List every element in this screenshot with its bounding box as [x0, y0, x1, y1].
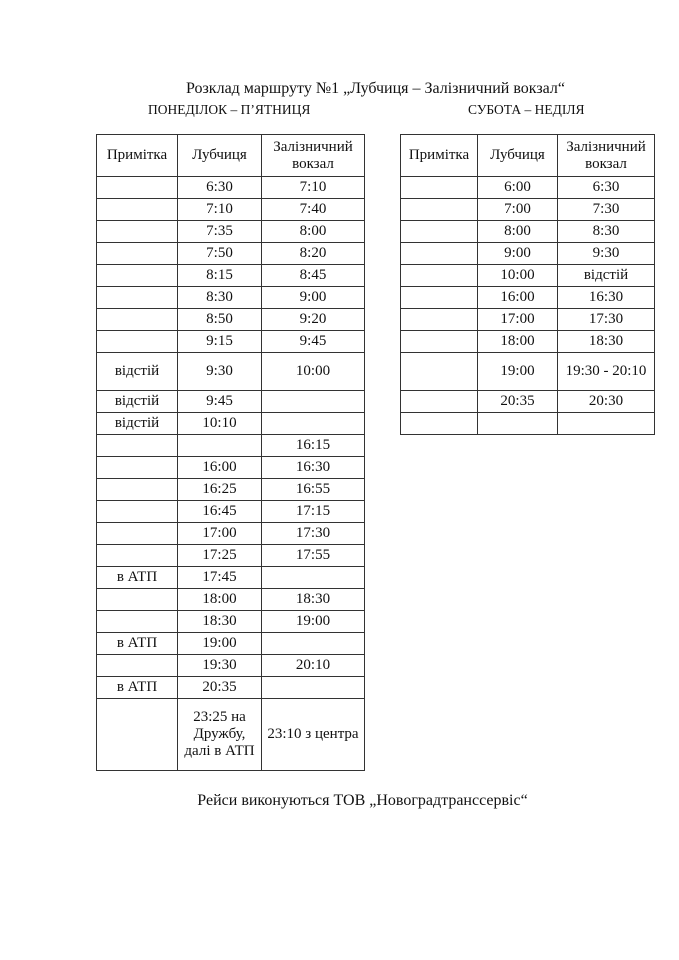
cell-note — [97, 501, 178, 523]
cell-note — [401, 243, 478, 265]
cell-note — [97, 331, 178, 353]
cell-station: 17:30 — [558, 309, 655, 331]
weekday-schedule-table — [96, 134, 365, 771]
cell-lubchytsia: 16:00 — [178, 457, 262, 479]
cell-note — [97, 479, 178, 501]
cell-lubchytsia: 8:15 — [178, 265, 262, 287]
cell-station: 16:15 — [262, 435, 365, 457]
table-row — [97, 287, 365, 309]
table-row — [401, 243, 655, 265]
table-row — [97, 331, 365, 353]
cell-note: відстій — [97, 353, 178, 391]
cell-station: 18:30 — [262, 589, 365, 611]
cell-note — [97, 545, 178, 567]
cell-note — [401, 287, 478, 309]
cell-note — [401, 331, 478, 353]
cell-station — [262, 677, 365, 699]
table-row — [97, 611, 365, 633]
table-row — [97, 353, 365, 391]
table-row — [97, 699, 365, 771]
cell-note — [97, 243, 178, 265]
table-row — [401, 331, 655, 353]
cell-lubchytsia: 10:00 — [478, 265, 558, 287]
cell-note — [97, 435, 178, 457]
table-row — [97, 501, 365, 523]
table-row — [97, 545, 365, 567]
table-row — [401, 353, 655, 391]
cell-note — [401, 391, 478, 413]
cell-station: 8:20 — [262, 243, 365, 265]
cell-note — [97, 265, 178, 287]
table-row — [97, 435, 365, 457]
header-lubchytsia: Лубчиця — [478, 135, 558, 177]
table-row — [97, 221, 365, 243]
table-row — [97, 265, 365, 287]
table-row — [97, 457, 365, 479]
cell-lubchytsia: 16:45 — [178, 501, 262, 523]
cell-lubchytsia: 18:00 — [478, 331, 558, 353]
table-row — [401, 413, 655, 435]
table-row — [401, 309, 655, 331]
cell-station: 10:00 — [262, 353, 365, 391]
table-row — [97, 567, 365, 589]
table-row — [97, 199, 365, 221]
table-row — [97, 479, 365, 501]
cell-lubchytsia: 8:50 — [178, 309, 262, 331]
cell-station: 8:30 — [558, 221, 655, 243]
cell-station: 20:30 — [558, 391, 655, 413]
header-station: Залізничний вокзал — [558, 135, 655, 177]
header-lubchytsia: Лубчиця — [178, 135, 262, 177]
cell-note: в АТП — [97, 677, 178, 699]
cell-station — [262, 567, 365, 589]
weekdays-label: ПОНЕДІЛОК – П’ЯТНИЦЯ — [148, 102, 311, 117]
cell-lubchytsia: 17:25 — [178, 545, 262, 567]
cell-station: 9:30 — [558, 243, 655, 265]
cell-note — [97, 287, 178, 309]
cell-lubchytsia: 7:00 — [478, 199, 558, 221]
cell-lubchytsia: 19:30 — [178, 655, 262, 677]
page-title — [0, 80, 679, 98]
cell-note — [401, 199, 478, 221]
cell-station: 16:55 — [262, 479, 365, 501]
cell-station: 19:30 - 20:10 — [558, 353, 655, 391]
cell-station: 6:30 — [558, 177, 655, 199]
cell-lubchytsia: 17:00 — [178, 523, 262, 545]
cell-note — [97, 611, 178, 633]
cell-station: 23:10 з центра — [262, 699, 365, 771]
operator-note-text: Рейси виконуються ТОВ „Новоградтранссервіс“ — [197, 792, 528, 809]
cell-station: 7:10 — [262, 177, 365, 199]
cell-station: 7:40 — [262, 199, 365, 221]
cell-station: 19:00 — [262, 611, 365, 633]
cell-lubchytsia: 6:00 — [478, 177, 558, 199]
weekend-label: СУБОТА – НЕДІЛЯ — [468, 102, 585, 117]
cell-lubchytsia: 20:35 — [478, 391, 558, 413]
cell-lubchytsia: 19:00 — [478, 353, 558, 391]
cell-note — [97, 177, 178, 199]
table-row — [97, 391, 365, 413]
table-row — [97, 677, 365, 699]
table-row — [97, 177, 365, 199]
cell-station: 16:30 — [262, 457, 365, 479]
header-note: Примітка — [97, 135, 178, 177]
header-station: Залізничний вокзал — [262, 135, 365, 177]
cell-station: 17:30 — [262, 523, 365, 545]
table-row — [401, 177, 655, 199]
table-row — [97, 655, 365, 677]
table-row — [97, 309, 365, 331]
cell-note: відстій — [97, 391, 178, 413]
cell-station: 9:45 — [262, 331, 365, 353]
cell-note — [97, 655, 178, 677]
cell-lubchytsia: 18:30 — [178, 611, 262, 633]
cell-station: відстій — [558, 265, 655, 287]
cell-lubchytsia: 7:50 — [178, 243, 262, 265]
cell-lubchytsia: 7:10 — [178, 199, 262, 221]
cell-lubchytsia: 19:00 — [178, 633, 262, 655]
cell-lubchytsia: 7:35 — [178, 221, 262, 243]
table-row — [97, 523, 365, 545]
cell-lubchytsia: 20:35 — [178, 677, 262, 699]
cell-note — [401, 221, 478, 243]
table-header-row — [97, 135, 365, 177]
cell-station — [262, 633, 365, 655]
cell-note: в АТП — [97, 567, 178, 589]
cell-station: 9:20 — [262, 309, 365, 331]
cell-lubchytsia: 17:00 — [478, 309, 558, 331]
cell-station: 16:30 — [558, 287, 655, 309]
cell-note — [401, 309, 478, 331]
cell-note — [401, 265, 478, 287]
cell-note — [97, 523, 178, 545]
cell-station: 17:15 — [262, 501, 365, 523]
cell-station — [262, 413, 365, 435]
table-header-row — [401, 135, 655, 177]
cell-lubchytsia: 8:00 — [478, 221, 558, 243]
cell-lubchytsia: 16:25 — [178, 479, 262, 501]
table-row — [97, 243, 365, 265]
cell-station: 17:55 — [262, 545, 365, 567]
cell-station: 8:00 — [262, 221, 365, 243]
cell-station: 7:30 — [558, 199, 655, 221]
cell-lubchytsia: 9:45 — [178, 391, 262, 413]
cell-note: в АТП — [97, 633, 178, 655]
table-row — [97, 589, 365, 611]
cell-lubchytsia — [178, 435, 262, 457]
cell-note — [97, 457, 178, 479]
cell-station — [262, 391, 365, 413]
cell-lubchytsia: 8:30 — [178, 287, 262, 309]
cell-lubchytsia: 6:30 — [178, 177, 262, 199]
header-note: Примітка — [401, 135, 478, 177]
cell-lubchytsia — [478, 413, 558, 435]
cell-lubchytsia: 17:45 — [178, 567, 262, 589]
cell-note — [97, 221, 178, 243]
cell-station — [558, 413, 655, 435]
cell-note: відстій — [97, 413, 178, 435]
cell-lubchytsia: 9:00 — [478, 243, 558, 265]
cell-station: 20:10 — [262, 655, 365, 677]
cell-station: 18:30 — [558, 331, 655, 353]
operator-note — [0, 792, 679, 810]
cell-station: 9:00 — [262, 287, 365, 309]
cell-lubchytsia: 10:10 — [178, 413, 262, 435]
table-row — [97, 413, 365, 435]
cell-lubchytsia: 16:00 — [478, 287, 558, 309]
cell-lubchytsia: 9:15 — [178, 331, 262, 353]
weekend-schedule-table — [400, 134, 655, 435]
table-row — [401, 199, 655, 221]
table-row — [401, 287, 655, 309]
table-row — [97, 633, 365, 655]
cell-note — [97, 309, 178, 331]
cell-lubchytsia: 23:25 на Дружбу, далі в АТП — [178, 699, 262, 771]
cell-note — [401, 177, 478, 199]
cell-station: 8:45 — [262, 265, 365, 287]
cell-lubchytsia: 18:00 — [178, 589, 262, 611]
table-row — [401, 221, 655, 243]
cell-lubchytsia: 9:30 — [178, 353, 262, 391]
table-row — [401, 265, 655, 287]
cell-note — [401, 353, 478, 391]
page-title-text: Розклад маршруту №1 „Лубчиця – Залізничний вокзал“ — [185, 80, 566, 97]
cell-note — [401, 413, 478, 435]
cell-note — [97, 199, 178, 221]
cell-note — [97, 699, 178, 771]
table-row — [401, 391, 655, 413]
cell-note — [97, 589, 178, 611]
